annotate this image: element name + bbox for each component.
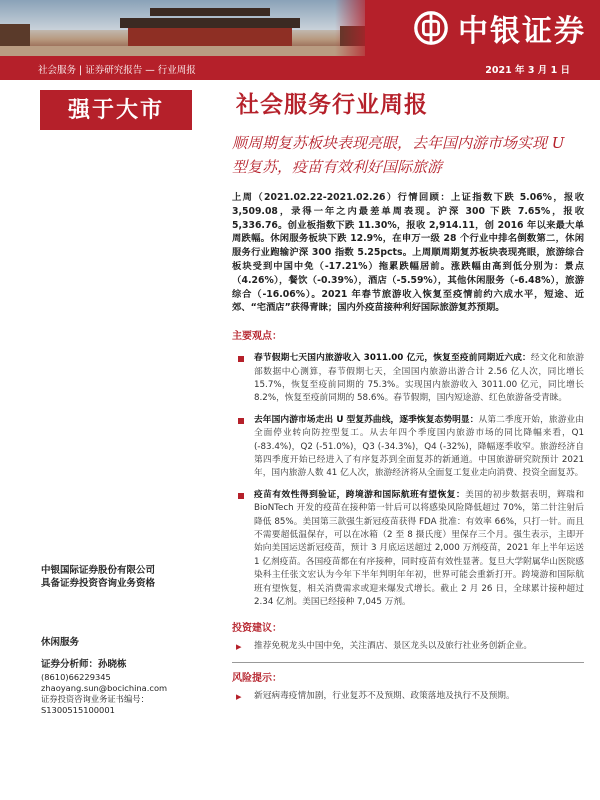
company-qualification: 具备证券投资咨询业务资格 bbox=[41, 578, 156, 589]
main-point-lead: 疫苗有效性得到验证，跨境游和国际航班有望恢复： bbox=[254, 489, 466, 500]
report-subbar bbox=[0, 56, 600, 80]
palace-roof-top bbox=[150, 8, 270, 16]
report-title: 社会服务行业周报 bbox=[236, 91, 428, 118]
main-point-text: 美国的初步数据表明，辉瑞和 BioNTech 开发的疫苗在接种第一针后可以将感染风险降低超过 70%，第二针注射后降低 85%。美国第三款强生新冠疫苗获得 FDA 批准：有效率 66%，只打一针。而且不需要超低温保存，可以在冰箱（2 至 8 摄氏度）里保存三个月。强生表示，主即开始向美国运送新冠疫苗，预计 3 月底运送超过 2,000 万剂疫苗，2021 年上半年运送 1 亿剂疫苗。各国疫苗都在有序接种，同时疫苗有效性显著。复旦大学附属华山医院感染科主任张文宏认为今年下半年判明年年初，世界可能会重新打开。跨境游和国际航班有望恢复，相关消费需求或迎来爆发式增长。截止 2 月 26 日，全球累计接种超过 2.34 亿剂。美国已经接种 7,045 万剂。 bbox=[254, 489, 585, 608]
bullet-square-icon bbox=[238, 493, 244, 499]
section-divider bbox=[232, 662, 584, 663]
report-date: 2021 年 3 月 1 日 bbox=[485, 65, 570, 76]
company-name: 中银国际证券股份有限公司 bbox=[41, 565, 156, 576]
main-content bbox=[232, 86, 584, 703]
analyst-phone: (8610)66229345 bbox=[41, 672, 111, 682]
header-banner bbox=[0, 0, 600, 56]
main-point-text: 经文化和旅游部数据中心测算，春节假期七天，全国国内旅游出游合计 2.56 亿人次，同比增长 15.7%，恢复至疫前同期的 75.3%。实现国内旅游收入 3011.00 亿元，同比增长 8.2%，恢复至疫前同期的 58.6%。春节假期，国内短途游、红色旅游备受青睐。 bbox=[254, 353, 584, 404]
main-point-text: 从第二季度开始，旅游业由全面停业转向防控型复工。从去年四个季度国内旅游市场的同比降幅来看，Q1 (-83.4%)，Q2 (-51.0%)，Q3 (-34.3%)，Q4 (-32%)，降幅逐季收窄。旅游经济自第四季度开始已经进入了有序复苏到全面复苏的新通道。中国旅游研究院预计 2021 年，国内旅游人数 41 亿人次，旅游经济将从全面复工复业走向消费、投资全面复苏。 bbox=[254, 414, 584, 479]
main-point-lead: 去年国内游市场走出 U 型复苏曲线，逐季恢复态势明显： bbox=[254, 414, 479, 425]
report-category: 社会服务 | 证券研究报告 — 行业周报 bbox=[38, 65, 196, 76]
investment-item bbox=[232, 640, 584, 653]
brand-name: 中银证券 bbox=[458, 14, 586, 49]
industry-rating: 强于大市 bbox=[40, 90, 192, 130]
main-point-item bbox=[232, 489, 584, 610]
weekly-summary: 上周（2021.02.22-2021.02.26）行情回顾：上证指数下跌 5.06%，报收 3,509.08，录得一年之内最差单周表现。沪深 300 下跌 7.65%，报收 5,336.76。创业板指数下跌 11.30%，报收 2,914.11，创 2016 年以来最大单周跌幅。休闲服务板块下跌 12.9%，在申万一级 28 个行业中排名倒数第二，休闲服务行业跑输沪深 300 指数 5.25pcts。上周顺周期复苏板块表现亮眼，旅游综合板块受到中国中免（-17.21%）拖累跌幅居前。涨跌幅由高到低分别为：景点（4.26%），餐饮（-0.39%），酒店（-5.59%），其他休闲服务（-6.48%），旅游综合（-16.06%）。2021 年春节旅游收入恢复至疫情前约六成水平，短途、近郊、“宅酒店”获得青睐；国内外疫苗接种利好国际旅游复苏预期。 bbox=[232, 192, 584, 314]
risk-item bbox=[232, 690, 584, 703]
risk-heading: 风险提示： bbox=[232, 672, 282, 684]
bullet-square-icon bbox=[238, 418, 244, 424]
company-info bbox=[41, 564, 211, 590]
palace-wall bbox=[128, 28, 292, 46]
main-points-heading: 主要观点： bbox=[232, 331, 282, 343]
report-subtitle: 顺周期复苏板块表现亮眼，去年国内游市场实现 U 型复苏，疫苗有效利好国际旅游 bbox=[232, 134, 565, 176]
investment-text: 推荐免税龙头中国中免，关注酒店、景区龙头以及旅行社业务创新企业。 bbox=[254, 641, 532, 652]
investment-heading: 投资建议： bbox=[232, 623, 282, 635]
arrow-bullet-icon: ▸ bbox=[236, 640, 242, 654]
analyst-name: 证券分析师：孙晓栋 bbox=[41, 659, 127, 670]
analyst-info bbox=[41, 634, 221, 716]
palace-roof-lower bbox=[120, 18, 300, 28]
left-tower bbox=[0, 24, 30, 46]
boc-logo-icon bbox=[412, 9, 450, 47]
analyst-email[interactable]: zhaoyang.sun@bocichina.com bbox=[41, 683, 168, 693]
main-point-item bbox=[232, 414, 584, 481]
main-point-lead: 春节假期七天国内旅游收入 3011.00 亿元，恢复至疫前同期近六成： bbox=[254, 353, 531, 364]
sector-label: 休闲服务 bbox=[41, 637, 80, 648]
analyst-certificate: 证券投资咨询业务证书编号：S1300515100001 bbox=[41, 694, 149, 715]
arrow-bullet-icon: ▸ bbox=[236, 689, 242, 703]
bullet-square-icon bbox=[238, 356, 244, 362]
brand bbox=[412, 6, 586, 50]
main-point-item bbox=[232, 352, 584, 406]
risk-text: 新冠病毒疫情加剧，行业复苏不及预期、政策落地及执行不及预期。 bbox=[254, 690, 515, 701]
